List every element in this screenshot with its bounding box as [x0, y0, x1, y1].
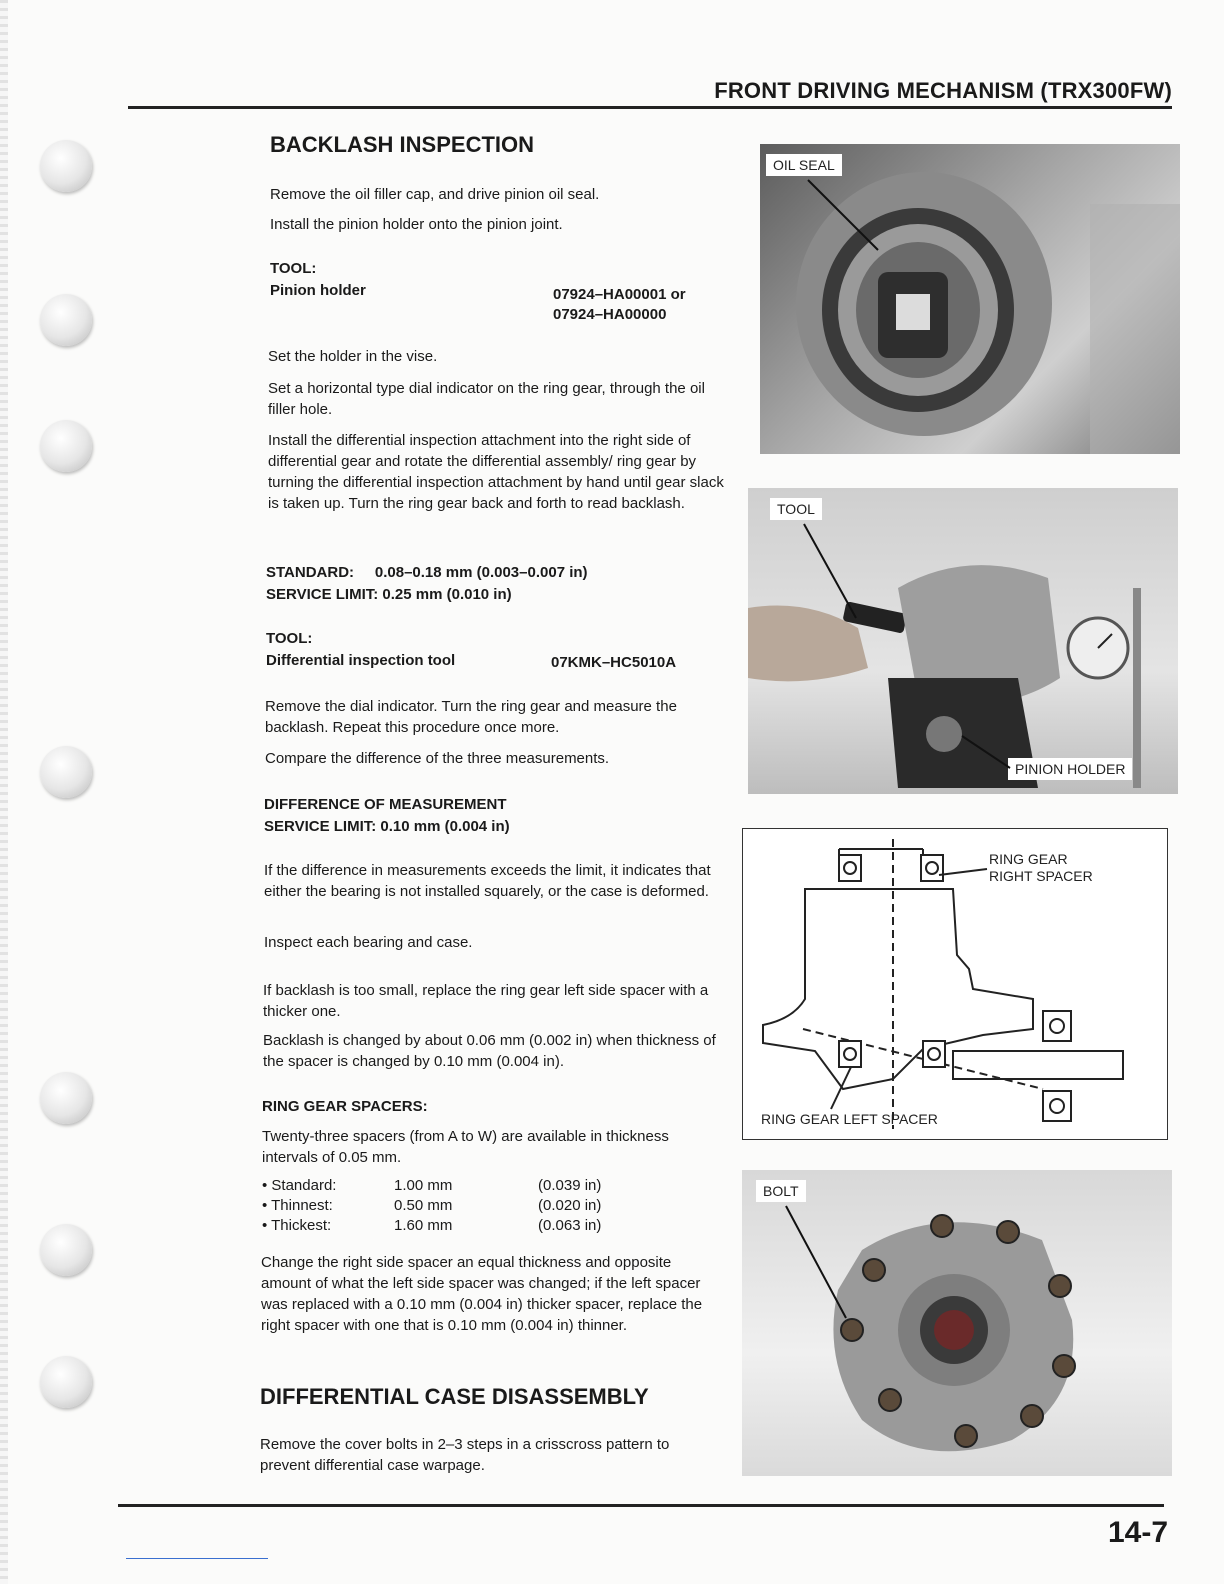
diff-title: DIFFERENCE OF MEASUREMENT: [264, 796, 507, 813]
pinion-holder-callout: PINION HOLDER: [1008, 758, 1132, 780]
service-limit: SERVICE LIMIT: 0.25 mm (0.010 in): [266, 586, 512, 603]
spacer-row: [262, 1216, 601, 1236]
tool-leaders: [748, 488, 1178, 794]
spacer-list: [262, 1176, 601, 1236]
footer-mark: [126, 1558, 268, 1559]
bolt-leader: [742, 1170, 1172, 1476]
page-edge: [0, 0, 8, 1584]
diff-limit: SERVICE LIMIT: 0.10 mm (0.004 in): [264, 818, 510, 835]
bolt-callout: BOLT: [756, 1180, 806, 1202]
oil-seal-callout: OIL SEAL: [766, 154, 842, 176]
diagram-drawing: [743, 829, 1167, 1139]
spacer-mm: 1.60 mm: [394, 1217, 453, 1234]
paragraph: If the difference in measurements exceeds the limit, it indicates that either the bearing is not installed squarely, or the case is deformed.: [264, 862, 711, 900]
cover-bolts-photo: [742, 1170, 1172, 1476]
spacer-label: • Thinnest:: [262, 1197, 333, 1214]
paragraph: Set a horizontal type dial indicator on the ring gear, through the oil filler hole.: [268, 380, 705, 418]
ring-gear-right-label: [989, 851, 1093, 885]
paragraph: Backlash is changed by about 0.06 mm (0.002 in) when thickness of the spacer is changed by 0.10 mm (0.004 in).: [263, 1032, 716, 1070]
pinion-holder-photo: [748, 488, 1178, 794]
footer-rule: [118, 1504, 1164, 1507]
ring-gear-left-label: RING GEAR LEFT SPACER: [761, 1111, 938, 1127]
spacer-mm: 0.50 mm: [394, 1197, 453, 1214]
paragraph: Compare the difference of the three measurements.: [265, 750, 610, 767]
tool-name: Differential inspection tool: [266, 652, 456, 669]
paragraph: Install the pinion holder onto the pinion joint.: [270, 216, 563, 233]
section-header: FRONT DRIVING MECHANISM (TRX300FW): [714, 78, 1172, 103]
paragraph: Install the differential inspection attachment into the right side of differential gear and rotate the differential assembly/ ring gear by turning the differential inspection attachment by hand until gear slack is taken up. Turn the ring gear back and forth to read backlash.: [268, 432, 724, 512]
paragraph: Inspect each bearing and case.: [264, 934, 473, 951]
oil-seal-photo: [760, 144, 1180, 454]
tool-label: TOOL:: [270, 260, 317, 277]
spacer-in: (0.020 in): [538, 1197, 602, 1214]
header-rule: [128, 106, 1172, 109]
punch-hole: [40, 1356, 92, 1408]
paragraph: Change the right side spacer an equal thickness and opposite amount of what the left side spacer was changed; if the left spacer was replaced with a 0.10 mm (0.004 in) thicker spacer, replace the right spacer with one that is 0.10 mm (0.004 in) thinner.: [261, 1254, 703, 1334]
oil-seal-leader: [760, 144, 1180, 454]
punch-hole: [40, 294, 92, 346]
spacer-row: [262, 1196, 601, 1216]
punch-hole: [40, 420, 92, 472]
paragraph: If backlash is too small, replace the ring gear left side spacer with a thicker one.: [263, 982, 709, 1020]
page-number: 14-7: [1107, 1516, 1168, 1549]
spacer-label: • Thickest:: [262, 1217, 332, 1234]
disassembly-heading: DIFFERENTIAL CASE DISASSEMBLY: [260, 1384, 649, 1409]
paragraph: Twenty-three spacers (from A to W) are available in thickness intervals of 0.05 mm.: [262, 1128, 669, 1166]
tool-name: Pinion holder: [270, 282, 366, 299]
ring-gear-right-line2: RIGHT SPACER: [989, 868, 1093, 884]
spacer-mm: 1.00 mm: [394, 1177, 453, 1194]
tool-label: TOOL:: [266, 630, 313, 647]
punch-hole: [40, 140, 92, 192]
spacer-diagram: [742, 828, 1168, 1140]
punch-hole: [40, 746, 92, 798]
ring-gear-right-line1: RING GEAR: [989, 851, 1068, 867]
spacers-title: RING GEAR SPACERS:: [262, 1098, 428, 1115]
tool-number: 07924–HA00001 or: [553, 286, 686, 303]
paragraph: Remove the dial indicator. Turn the ring gear and measure the backlash. Repeat this procedure once more.: [265, 698, 677, 736]
punch-hole: [40, 1072, 92, 1124]
spacer-in: (0.063 in): [538, 1217, 602, 1234]
tool-number: 07924–HA00000: [553, 306, 667, 323]
spacer-in: (0.039 in): [538, 1177, 602, 1194]
paragraph: Remove the cover bolts in 2–3 steps in a crisscross pattern to prevent differential case warpage.: [260, 1436, 670, 1474]
spacer-label: • Standard:: [262, 1177, 337, 1194]
backlash-heading: BACKLASH INSPECTION: [270, 132, 535, 157]
punch-hole: [40, 1224, 92, 1276]
spacer-row: [262, 1176, 601, 1196]
tool-callout: TOOL: [770, 498, 822, 520]
paragraph: Set the holder in the vise.: [268, 348, 438, 365]
paragraph: Remove the oil filler cap, and drive pinion oil seal.: [270, 186, 600, 203]
standard-spec: STANDARD: 0.08–0.18 mm (0.003–0.007 in): [266, 564, 588, 581]
tool-number: 07KMK–HC5010A: [551, 654, 677, 671]
